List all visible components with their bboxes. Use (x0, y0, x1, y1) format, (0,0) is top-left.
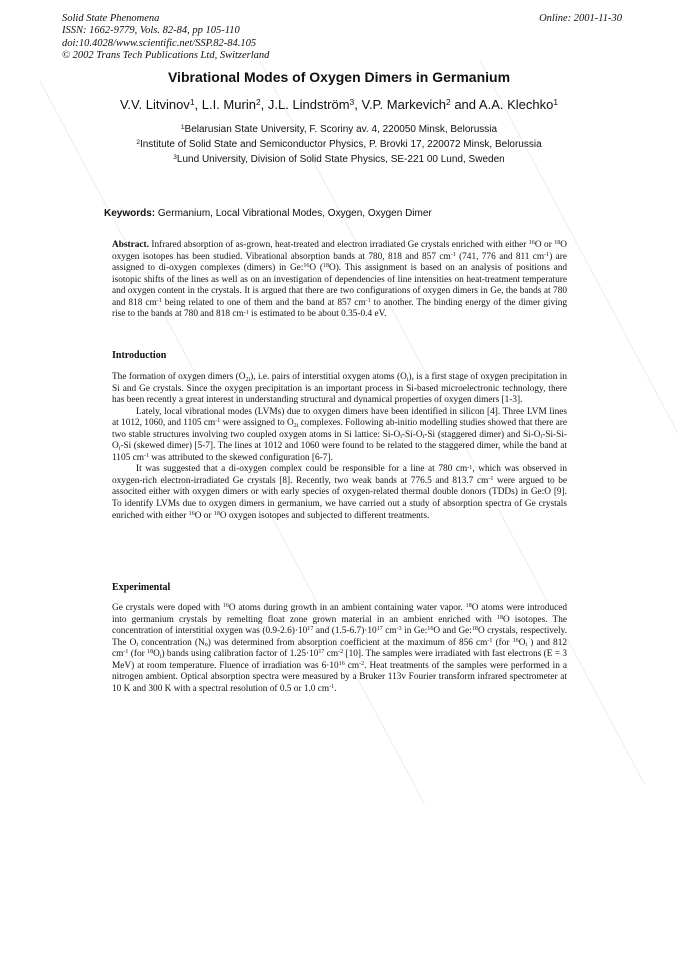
doi-link[interactable]: doi:10.4028/www.scientific.net/SSP.82-84.105 (62, 37, 257, 49)
introduction-paragraph: Lately, local vibrational modes (LVMs) due to oxygen dimers have been identified in silicon [4]. Three LVM lines at 1012, 1060, and 1105 $cm^{-1}$ were assigned to $O_{2i}$ complexes. Following ab-initio modelling studies showed that there are two stable structures involving two coupled oxygen atoms in Si lattice: $Si-O_i-Si-O_i-Si$ (staggered dimer) and $Si-O_i-Si-Si-O_i-Si$ (skewed dimer) [5-7]. The lines at 1012 and 1060 were found to be related to the staggered dimer, while the band at 1105 $cm^{-1}$ was attributed to the skewed configuration [6-7]. (112, 406, 568, 463)
experimental-body (112, 603, 567, 695)
keywords-line (104, 208, 584, 219)
keywords-label: Keywords: (104, 208, 156, 219)
author-affiliation-mark: 3 (349, 97, 355, 108)
issn-line: ISSN: 1662-9779, Vols. 82-84, pp 105-110 (62, 25, 240, 37)
author-affiliation-mark: 1 (553, 97, 559, 108)
experimental-paragraph: Ge crystals were doped with $^{16}$O atoms during growth in an ambient containing water vapor. $^{18}$O atoms were introduced into germanium crystals by remelting float zone grown material in an ambient enriched with $^{18}$O isotopes. The concentration of interstitial oxygen was $(0.9-2.6)\cdot 10^{17}$ and $(1.5-6.7)\cdot 10^{17}$ $cm^{-3}$ in Ge:$^{16}$O and Ge:$^{18}$O crystals, respectively. The $O_i$ concentration $(N_o)$ was determined from absorption coefficient at the maximum of 856 $cm^{-1}$ (for $^{16}O_i$ ) and 812 $cm^{-1}$ (for $^{18}O_i$) bands using calibration factor of $1.25\cdot 10^{17}$ $cm^{-2}$ [10]. The samples were irradiated with fast electrons (E = 3 MeV) at room temperature. Fluence of irradiation was $6\cdot 10^{16}$ $cm^{-2}$. Heat treatments of the samples were performed in a nitrogen ambient. Optical absorption spectra were measured by a Bruker 113v Fourier transform infrared spectrometer at 10 K and 300 K with a spectral resolution of 0.5 or 1.0 $cm^{-1}$. (112, 603, 568, 694)
journal-name: Solid State Phenomena (62, 13, 160, 24)
author-name: A.A. Klechko (478, 97, 554, 112)
abstract-label: Abstract. (112, 240, 149, 250)
online-date: Online: 2001-11-30 (539, 13, 622, 24)
paper-title: Vibrational Modes of Oxygen Dimers in Germanium (167, 69, 511, 85)
abstract (112, 240, 567, 321)
affiliation-line: $^1$Belarusian State University, F. Scoriny av. 4, 220050 Minsk, Belorussia (180, 124, 498, 135)
introduction-paragraph: It was suggested that a di-oxygen complex could be responsible for a line at 780 $cm^{-1}$, which was observed in oxygen-rich electron-irradiated Ge crystals [8]. Recently, two weak bands at 776.5 and 813.7 $cm^{-1}$ were argued to be associted either with oxygen dimers or with early species of oxygen-related thermal double donors (TDDs) in Ge:O [9]. To identify LVMs due to oxygen dimers in germanium, we have carried out a study of absorption spectra of Ge crystals enriched with either $^{16}$O or $^{18}$O oxygen isotopes and subjected to different treatments. (112, 464, 568, 521)
author-name: V.V. Litvinov (119, 97, 190, 112)
author-name: L.I. Murin (201, 97, 256, 112)
affiliation-line: $^2$Institute of Solid State and Semiconductor Physics, P. Brovki 17, 220072 Minsk, Belorussia (136, 139, 542, 150)
author-affiliation-mark: 1 (189, 97, 195, 108)
copyright-line: © 2002 Trans Tech Publications Ltd, Switzerland (62, 50, 270, 62)
author-name: J.L. Lindström (267, 97, 350, 112)
author-name: V.P. Markevich (361, 97, 447, 112)
introduction-paragraph: The formation of oxygen dimers $(O_{2i})$, i.e. pairs of interstitial oxygen atoms $(O_i)$, is a first stage of oxygen precipitation in Si and Ge crystals. Since the oxygen precipitation is an important process in Si-based microelectronic technology, there has been recently a great interest in understanding structural and dynamical properties of oxygen dimers [1-3]. (112, 372, 567, 406)
author-list: V.V. Litvinov$^1$, L.I. Murin$^2$, J.L. Lindström$^3$, V.P. Markevich$^2$ and A.A. Klechko$^1$ (119, 97, 559, 112)
author-affiliation-mark: 2 (255, 97, 261, 108)
keywords-text: Germanium, Local Vibrational Modes, Oxygen, Oxygen Dimer (157, 208, 432, 219)
journal-header (62, 13, 622, 63)
section-heading-introduction: Introduction (112, 350, 167, 361)
section-heading-experimental: Experimental (112, 582, 171, 593)
abstract-text: Infrared absorption of as-grown, heat-treated and electron irradiated Ge crystals enriched with either $^{16}$O or $^{18}$O oxygen isotopes has been studied. Vibrational absorption bands at 780, 818 and 857 $cm^{-1}$ (741, 776 and 811 $cm^{-1}$) are assigned to di-oxygen complexes (dimers) in Ge:$^{16}$O ($^{18}$O). This assignment is based on an analysis of positions and isotopic shifts of the lines as well as on an investigation of dependencies of line intensities on heat-treatment temperature and oxygen content in the crystals. It is argued that there are two configurations of oxygen dimers in Ge, the bands at 780 and 818 $cm^{-1}$ being related to one of them and the band at 857 $cm^{-1}$ to another. The binding energy of the dimer giving rise to the bands at 780 and 818 $cm^{-1}$ is estimated to be about 0.35-0.4 eV. (112, 240, 567, 320)
introduction-body (112, 372, 567, 522)
affiliation-line: $^3$Lund University, Division of Solid State Physics, SE-221 00 Lund, Sweden (173, 154, 505, 165)
author-affiliation-mark: 2 (446, 97, 451, 108)
